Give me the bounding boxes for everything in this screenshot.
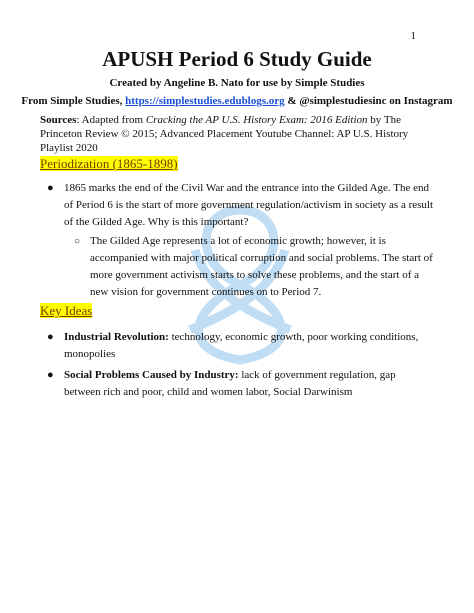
periodization-sub-list bbox=[74, 233, 434, 301]
author-credit: Created by Angeline B. Nato for use by Simple Studies bbox=[109, 77, 365, 89]
bullet-icon: ● bbox=[47, 182, 54, 194]
sources-book-title: Cracking the AP U.S. History Exam: 2016 Edition bbox=[145, 114, 368, 126]
document-title: APUSH Period 6 Study Guide bbox=[102, 47, 372, 71]
list-item bbox=[74, 233, 434, 301]
list-item bbox=[47, 329, 434, 363]
list-item bbox=[47, 367, 434, 401]
sources-text-after: by The Princeton Review © 2015; Advanced Placement Youtube Channel: AP U.S. History Playlist 2020 bbox=[40, 114, 409, 154]
source-credit bbox=[0, 94, 474, 108]
key-ideas-heading bbox=[40, 303, 92, 319]
bullet-icon: ● bbox=[47, 369, 54, 381]
bullet-icon: ● bbox=[47, 331, 54, 343]
sources-text-before: : Adapted from bbox=[76, 114, 146, 126]
periodization-sub-bullet-text: The Gilded Age represents a lot of economic growth; however, it is accompanied with major political corruption and social problems. The start of more government activism starts to solve these problems, and the start of a new vision for government continues on to Period 7. bbox=[90, 235, 433, 298]
document-header bbox=[0, 46, 474, 108]
periodization-heading-text: Periodization (1865-1898) bbox=[40, 156, 178, 171]
key-idea-text: technology, economic growth, poor working conditions, monopolies bbox=[64, 331, 419, 360]
page-number: 1 bbox=[410, 30, 416, 42]
periodization-heading bbox=[40, 156, 178, 172]
key-idea-text: lack of government regulation, gap between rich and poor, child and women labor, Social Darwinism bbox=[64, 369, 396, 398]
key-ideas-list bbox=[47, 329, 434, 405]
hollow-bullet-icon: ○ bbox=[74, 236, 81, 247]
key-ideas-heading-text: Key Ideas bbox=[40, 303, 93, 318]
list-item bbox=[47, 180, 434, 301]
key-idea-term: Social Problems Caused by Industry: bbox=[64, 369, 239, 381]
source-credit-suffix: & @simplestudiesinc on Instagram bbox=[284, 95, 453, 107]
sources-label: Sources bbox=[40, 114, 77, 126]
sources-paragraph bbox=[40, 113, 440, 155]
source-credit-prefix: From Simple Studies, bbox=[21, 95, 126, 107]
periodization-bullet-text: 1865 marks the end of the Civil War and the entrance into the Gilded Age. The end of Period 6 is the start of more government regulation/activism in society as a result of the Gilded Age. Why is this important? bbox=[64, 182, 434, 228]
key-idea-term: Industrial Revolution: bbox=[64, 331, 169, 343]
periodization-list bbox=[47, 180, 434, 305]
simple-studies-link[interactable]: https://simplestudies.edublogs.org bbox=[125, 95, 285, 107]
